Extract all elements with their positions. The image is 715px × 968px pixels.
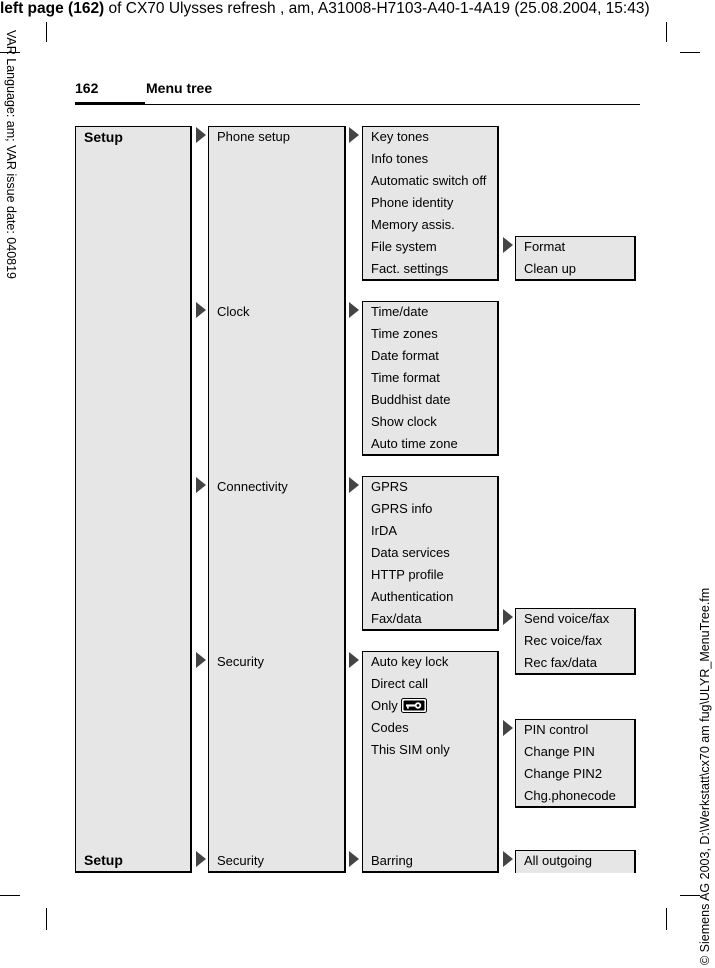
submenu-arrow-icon (196, 652, 206, 668)
margin-right-text: © Siemens AG 2003, D:\Werkstatt\cx70 am fug\ULYR_MenuTree.fm (698, 587, 712, 965)
menu-item-connectivity[interactable]: Connectivity (217, 479, 288, 494)
menu-item[interactable]: Memory assis. (371, 217, 455, 232)
menu-item[interactable]: All outgoing (524, 853, 592, 868)
menu-item[interactable]: Change PIN2 (524, 766, 603, 781)
crop-mark (0, 895, 20, 896)
menu-item[interactable]: Fact. settings (371, 261, 449, 276)
header-rule-accent (75, 102, 145, 105)
crop-mark (46, 908, 47, 930)
menu-item-setup[interactable]: Setup (84, 129, 123, 145)
crop-mark (680, 52, 700, 53)
menu-item-phone-setup[interactable]: Phone setup (217, 129, 291, 144)
submenu-arrow-icon (503, 609, 513, 625)
submenu-clock (362, 301, 499, 456)
submenu-arrow-icon (196, 127, 206, 143)
submenu-arrow-icon (196, 477, 206, 493)
submenu-fax-data (515, 608, 636, 675)
submenu-arrow-icon (503, 851, 513, 867)
submenu-file-system (515, 236, 636, 281)
submenu-arrow-icon (349, 851, 359, 867)
file-header-info: of CX70 Ulysses refresh , am, A31008-H7103-A40-1-4A19 (25.08.2004, 15:43) (104, 0, 650, 17)
menu-item[interactable]: HTTP profile (371, 567, 444, 582)
menu-item[interactable]: Auto key lock (371, 654, 449, 669)
submenu-arrow-icon (196, 851, 206, 867)
menu-item[interactable]: Chg.phonecode (524, 788, 616, 803)
crop-mark (666, 22, 667, 42)
menu-item[interactable]: Time/date (371, 304, 429, 319)
submenu-codes (515, 719, 636, 808)
menu-item-only[interactable] (371, 698, 427, 714)
menu-item[interactable]: GPRS info (371, 501, 433, 516)
submenu-security (362, 651, 499, 873)
submenu-arrow-icon (349, 652, 359, 668)
menu-item-only-label: Only (371, 698, 398, 713)
menu-item-clock[interactable]: Clock (217, 304, 250, 319)
menu-item-fax-data[interactable]: Fax/data (371, 611, 422, 626)
submenu-connectivity (362, 476, 499, 631)
key-icon (401, 698, 427, 713)
menu-item[interactable]: Send voice/fax (524, 611, 610, 626)
menu-item[interactable]: Auto time zone (371, 436, 458, 451)
menu-item[interactable]: Authentication (371, 589, 454, 604)
menu-item[interactable]: Clean up (524, 261, 577, 276)
file-header (0, 0, 650, 18)
menu-item[interactable]: Change PIN (524, 744, 595, 759)
menu-item[interactable]: Buddhist date (371, 392, 451, 407)
submenu-barring (515, 850, 636, 873)
submenu-phone-setup (362, 126, 499, 281)
menu-item[interactable]: Data services (371, 545, 450, 560)
margin-left-text: VAR Language: am; VAR issue date: 040819 (4, 30, 18, 280)
menu-item[interactable]: PIN control (524, 722, 589, 737)
menu-item[interactable]: Phone identity (371, 195, 454, 210)
submenu-arrow-icon (349, 302, 359, 318)
file-header-page: left page (162) (0, 0, 105, 17)
menu-item[interactable]: Info tones (371, 151, 429, 166)
margin-right (696, 540, 712, 965)
page-title: Menu tree (146, 80, 213, 96)
submenu-arrow-icon (196, 302, 206, 318)
menu-item[interactable]: This SIM only (371, 742, 450, 757)
header-rule (75, 104, 640, 105)
menu-column-1 (75, 126, 192, 873)
menu-item[interactable]: Show clock (371, 414, 437, 429)
menu-item-security-continued[interactable]: Security (217, 853, 264, 868)
menu-item-barring[interactable]: Barring (371, 853, 413, 868)
crop-mark (666, 908, 667, 930)
menu-item[interactable]: Automatic switch off (371, 173, 487, 188)
menu-item-setup-continued[interactable]: Setup (84, 852, 123, 868)
crop-mark (46, 22, 47, 42)
menu-item[interactable]: Format (524, 239, 566, 254)
menu-item[interactable]: Time zones (371, 326, 438, 341)
menu-item[interactable]: Rec voice/fax (524, 633, 603, 648)
submenu-arrow-icon (349, 127, 359, 143)
margin-left (4, 30, 20, 330)
menu-item[interactable]: Key tones (371, 129, 429, 144)
submenu-arrow-icon (503, 237, 513, 253)
menu-item[interactable]: Time format (371, 370, 440, 385)
menu-item[interactable]: IrDA (371, 523, 397, 538)
menu-item-codes[interactable]: Codes (371, 720, 409, 735)
menu-item[interactable]: Date format (371, 348, 439, 363)
page-number: 162 (75, 80, 99, 96)
menu-item[interactable]: GPRS (371, 479, 408, 494)
menu-column-2 (208, 126, 346, 873)
menu-item[interactable]: Direct call (371, 676, 429, 691)
menu-item-security[interactable]: Security (217, 654, 264, 669)
menu-item-file-system[interactable]: File system (371, 239, 437, 254)
submenu-arrow-icon (349, 477, 359, 493)
menu-item[interactable]: Rec fax/data (524, 655, 597, 670)
submenu-arrow-icon (503, 720, 513, 736)
